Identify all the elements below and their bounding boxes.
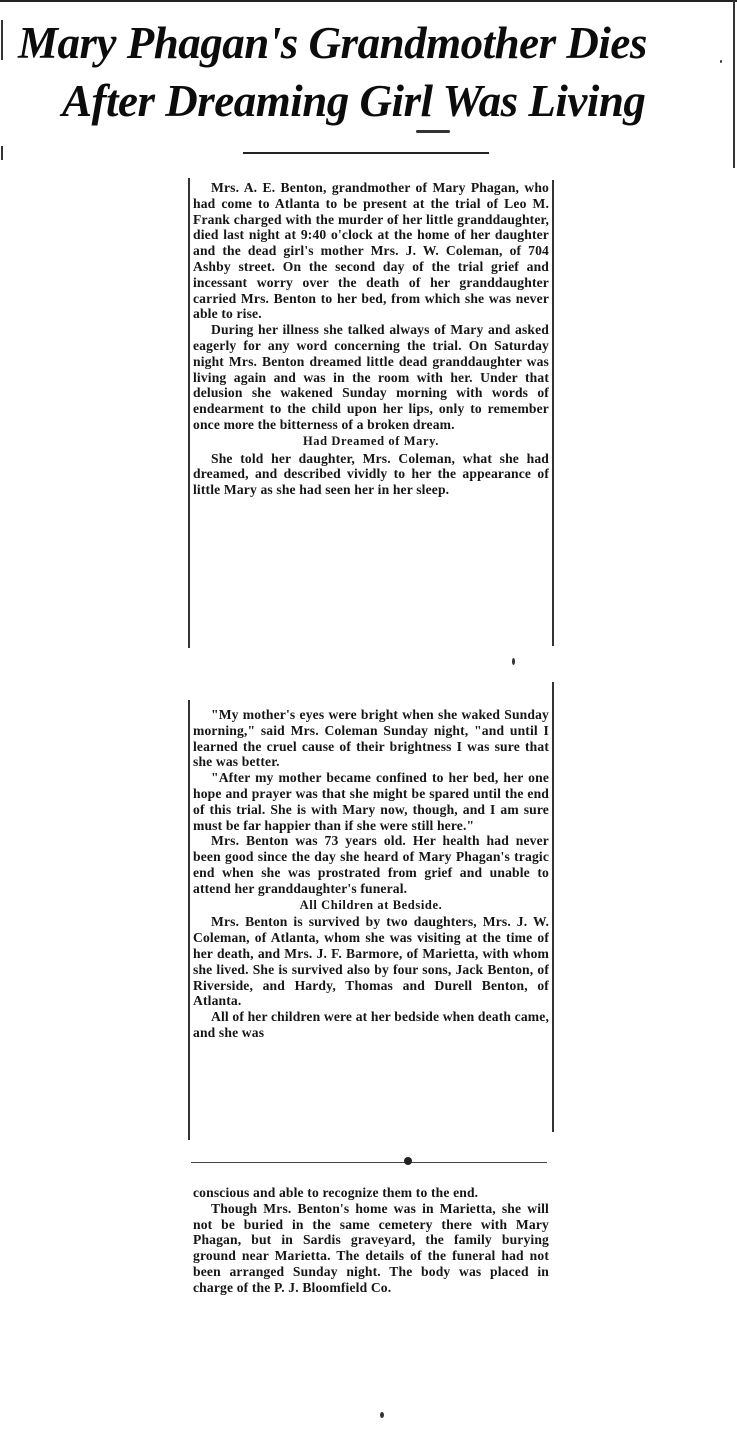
headline-rule: [243, 152, 489, 154]
print-speck: [380, 1412, 384, 1418]
headline-line-2: After Dreaming Girl Was Living: [62, 76, 646, 126]
paragraph-burial: Though Mrs. Benton's home was in Marietta, she will not be buried in the same cemetery there with Mary Phagan, but in Sardis graveyard, the family burying ground near Marietta. The details of the funeral had not been arranged Sunday night. The body was placed in charge of the P. J. Bloomfield Co.: [193, 1200, 549, 1295]
paragraph-illness: During her illness she talked always of Mary and asked eagerly for any word concerning the trial. On Saturday night Mrs. Benton dreamed little dead granddaughter was living again and was in the room with her. Under that delusion she wakened Sunday morning with words of endearment to the child upon her lips, only to remember once more the bitterness of a broken dream.: [193, 322, 549, 432]
article-block-2: [193, 707, 549, 1041]
paragraph-death-notice: Mrs. A. E. Benton, grandmother of Mary Phagan, who had come to Atlanta to be present at the trial of Leo M. Frank charged with the murder of her little granddaughter, died last night at 9:40 o'clock at the home of her daughter and the dead girl's mother Mrs. J. W. Coleman, of 704 Ashby street. On the second day of the trial grief and incessant worry over the death of her granddaughter carried Mrs. Benton to her bed, from which she was never able to rise.: [193, 180, 549, 322]
column-rule-right-2: [552, 682, 554, 1132]
column-break-dot: [404, 1157, 412, 1165]
left-border-mark-lower: [1, 146, 3, 160]
print-speck: [512, 658, 515, 665]
article-block-1: [193, 180, 549, 498]
top-border-rule: [0, 0, 737, 2]
paragraph-one-hope: "After my mother became confined to her bed, her one hope and prayer was that she might be spared until the end of this trial. She is with Mary now, though, and I am sure must be far happier than if she were still here.": [193, 770, 549, 833]
paragraph-mothers-eyes: "My mother's eyes were bright when she waked Sunday morning," said Mrs. Coleman Sunday night, "and until I learned the cruel cause of their brightness I was sure that she was better.: [193, 707, 549, 770]
paragraph-age: Mrs. Benton was 73 years old. Her health had never been good since the day she heard of Mary Phagan's tragic end when she was prostrated from grief and unable to attend her granddaughter's funeral.: [193, 833, 549, 896]
subhead-had-dreamed: Had Dreamed of Mary.: [302, 433, 440, 448]
left-border-mark: [1, 20, 3, 60]
paragraph-conscious: conscious and able to recognize them to the end.: [193, 1185, 479, 1200]
column-break-rule: [191, 1162, 547, 1163]
column-rule-right-1: [552, 180, 554, 646]
right-border-rule: [733, 0, 735, 168]
paragraph-bedside: All of her children were at her bedside when death came, and she was: [193, 1009, 549, 1040]
column-rule-left-2: [188, 700, 190, 1140]
article-block-3: [193, 1185, 549, 1296]
print-speck: [720, 60, 722, 63]
column-rule-left-1: [188, 178, 190, 648]
paragraph-told-daughter: She told her daughter, Mrs. Coleman, what she had dreamed, and described vividly to her the appearance of little Mary as she had seen her in her sleep.: [193, 450, 549, 498]
subhead-all-children: All Children at Bedside.: [299, 897, 443, 912]
headline-line-1: Mary Phagan's Grandmother Dies: [18, 18, 647, 68]
headline-ornament: [416, 130, 450, 133]
paragraph-survived-by: Mrs. Benton is survived by two daughters, Mrs. J. W. Coleman, of Atlanta, whom she was visiting at the time of her death, and Mrs. J. F. Barmore, of Marietta, with whom she lived. She is survived also by four sons, Jack Benton, of Riverside, and Hardy, Thomas and Durell Benton, of Atlanta.: [193, 914, 549, 1009]
